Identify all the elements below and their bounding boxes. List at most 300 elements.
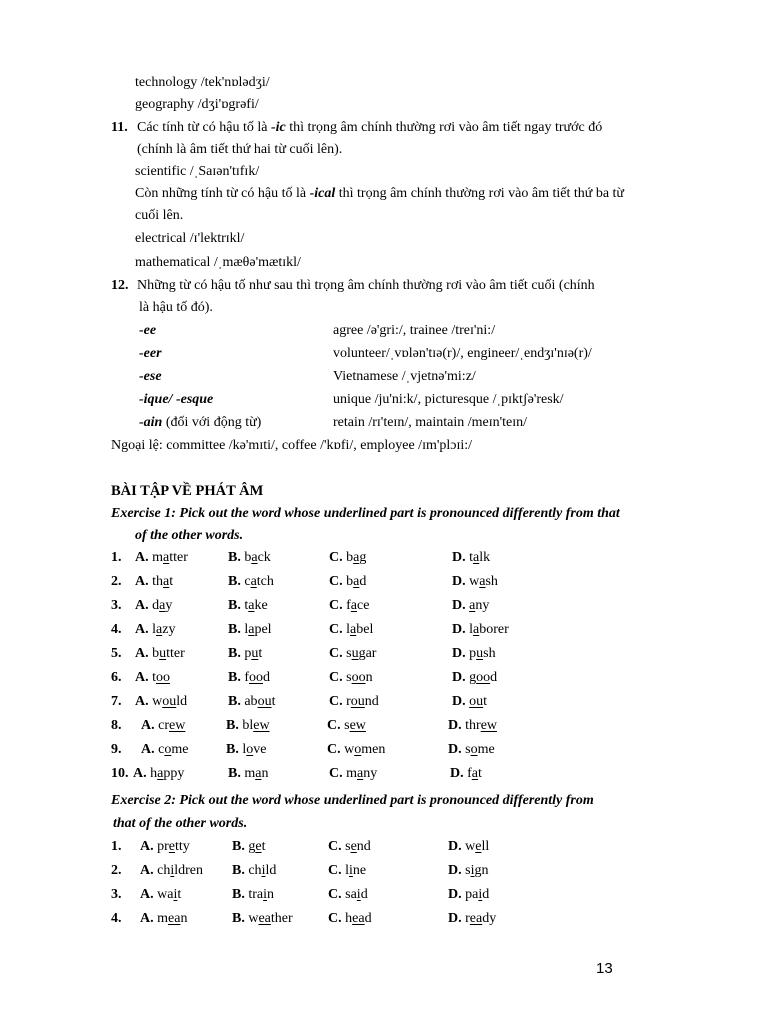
answer-option[interactable]	[232, 911, 293, 928]
rule-11-line-3: Còn những tính từ có hậu tố là -ical thì trọng âm chính thường rơi vào âm tiết thứ ba từ	[135, 186, 625, 201]
option-letter: D.	[452, 670, 466, 685]
option-letter: B.	[232, 911, 245, 926]
answer-option[interactable]	[135, 670, 170, 687]
option-letter: C.	[329, 550, 343, 565]
answer-option[interactable]	[452, 574, 498, 591]
underlined-part: e	[255, 839, 262, 854]
underlined-part: ou	[350, 694, 365, 709]
answer-option[interactable]	[328, 863, 366, 880]
question-number: 3.	[111, 598, 122, 613]
option-word-start: th	[152, 574, 164, 589]
underlined-part: i	[263, 887, 267, 902]
option-letter: A.	[140, 839, 154, 854]
option-word-end: ld	[265, 863, 277, 878]
option-word-start: s	[346, 646, 352, 661]
answer-option[interactable]	[328, 887, 368, 904]
suffix-examples-eer: volunteer/ˌvɒlən'tɪə(r)/, engineer/ˌendʒɪ'nɪə(r)/	[333, 346, 592, 361]
answer-option[interactable]	[448, 863, 488, 880]
option-word-start: l	[242, 742, 247, 757]
option-word-start: cr	[158, 718, 170, 733]
underlined-part: e	[475, 839, 482, 854]
question-number: 4.	[111, 911, 122, 926]
option-word-end: g	[359, 550, 367, 565]
answer-option[interactable]	[135, 622, 175, 639]
option-letter: D.	[452, 646, 466, 661]
answer-option[interactable]	[448, 887, 489, 904]
suffix-row-ese: -ese	[139, 369, 162, 384]
option-word-start: s	[346, 670, 352, 685]
underlined-part: ea	[168, 911, 181, 926]
answer-option[interactable]	[328, 839, 371, 856]
option-word-end: ve	[253, 742, 267, 757]
option-letter: A.	[133, 766, 147, 781]
answer-option[interactable]	[452, 598, 489, 615]
option-letter: B.	[228, 694, 241, 709]
option-word-end: t	[258, 646, 263, 661]
exercise-1-title-line-2: of the other words.	[135, 528, 244, 543]
option-word-start: p	[244, 646, 252, 661]
option-word-end: n	[180, 911, 188, 926]
option-letter: C.	[329, 574, 343, 589]
option-letter: B.	[226, 742, 239, 757]
option-word-start: t	[469, 550, 474, 565]
underlined-part: ea	[469, 911, 483, 926]
rule-12-number: 12.	[111, 278, 129, 293]
option-word-end: me	[477, 742, 495, 757]
answer-option[interactable]	[135, 574, 173, 591]
option-letter: B.	[232, 887, 245, 902]
option-word-start: pa	[465, 887, 479, 902]
option-word-start: w	[152, 694, 163, 709]
option-word-start: thr	[465, 718, 481, 733]
option-letter: B.	[228, 766, 241, 781]
option-letter: A.	[135, 622, 149, 637]
option-letter: C.	[329, 622, 343, 637]
option-word-start: c	[158, 742, 165, 757]
option-letter: C.	[329, 694, 343, 709]
option-word-start: l	[345, 863, 350, 878]
option-letter: A.	[135, 598, 149, 613]
option-word-end: tty	[175, 839, 190, 854]
question-number: 1.	[111, 839, 122, 854]
underlined-part: ea	[258, 911, 271, 926]
option-word-end: ck	[257, 550, 271, 565]
suffix-examples-ese: Vietnamese /ˌvjetnə'mi:z/	[333, 369, 476, 384]
rule-12-line-2: là hậu tố đó).	[139, 300, 213, 315]
question-number: 10.	[111, 766, 129, 781]
example-electrical: electrical /ɪ'lektrɪkl/	[135, 231, 245, 246]
exercise-1-title-line-1: Exercise 1: Pick out the word whose underlined part is pronounced differently from that	[111, 506, 620, 521]
option-word-end: ld	[176, 694, 188, 709]
example-scientific: scientific /ˌSaɪən'tɪfɪk/	[135, 164, 260, 179]
option-word-start: g	[248, 839, 256, 854]
option-word-end: borer	[479, 622, 509, 637]
underlined-part: u	[351, 646, 359, 661]
answer-option[interactable]	[452, 670, 497, 687]
answer-option[interactable]	[226, 718, 270, 735]
option-word-end: d	[263, 670, 271, 685]
answer-option[interactable]	[232, 887, 274, 904]
option-word-end: ppy	[163, 766, 185, 781]
answer-option[interactable]	[452, 694, 487, 711]
option-word-start: sa	[345, 887, 357, 902]
question-number: 1.	[111, 550, 122, 565]
underlined-part: oo	[351, 670, 366, 685]
underlined-part: a	[156, 622, 163, 637]
option-word-start: r	[346, 694, 351, 709]
option-word-end: tter	[169, 550, 188, 565]
option-word-end: sh	[485, 574, 498, 589]
suffix-examples-ique: unique /ju'ni:k/, picturesque /ˌpɪktʃə'resk/	[333, 392, 564, 407]
answer-option[interactable]	[141, 742, 188, 759]
option-letter: C.	[328, 911, 342, 926]
option-letter: C.	[329, 598, 343, 613]
answer-option[interactable]	[329, 574, 366, 591]
option-word-start: l	[469, 622, 474, 637]
underlined-part: a	[353, 574, 360, 589]
option-letter: D.	[452, 574, 466, 589]
exceptions-line: Ngoại lệ: committee /kə'mɪti/, coffee /'kɒfi/, employee /ɪm'plɔɪi:/	[111, 438, 473, 453]
underlined-part: a	[251, 550, 258, 565]
option-word-end: gar	[358, 646, 377, 661]
option-letter: A.	[135, 550, 149, 565]
option-word-end: bel	[356, 622, 374, 637]
answer-option[interactable]	[140, 863, 203, 880]
answer-option[interactable]	[135, 550, 188, 567]
option-word-start: l	[152, 622, 157, 637]
answer-option[interactable]	[329, 694, 379, 711]
option-letter: C.	[329, 766, 343, 781]
answer-option[interactable]	[140, 839, 190, 856]
answer-option[interactable]	[141, 718, 185, 735]
option-word-start: b	[244, 550, 252, 565]
option-word-start: s	[465, 863, 471, 878]
option-letter: A.	[141, 718, 155, 733]
option-letter: A.	[140, 863, 154, 878]
answer-option[interactable]	[329, 622, 373, 639]
answer-option[interactable]	[133, 766, 184, 783]
underlined-part: o	[354, 742, 362, 757]
option-letter: D.	[448, 863, 462, 878]
answer-option[interactable]	[228, 598, 268, 615]
answer-option[interactable]	[448, 839, 489, 856]
option-word-end: n	[261, 766, 269, 781]
underlined-part: i	[173, 887, 178, 902]
option-word-end: gn	[474, 863, 489, 878]
underlined-part: a	[357, 766, 364, 781]
underlined-part: a	[163, 574, 170, 589]
answer-option[interactable]	[329, 550, 366, 567]
option-letter: D.	[448, 839, 462, 854]
option-word-end: dy	[482, 911, 497, 926]
answer-option[interactable]	[228, 550, 271, 567]
option-word-start: c	[244, 574, 251, 589]
page-number: 13	[596, 960, 613, 977]
suffix-row-ain: -ain (đối với động từ)	[139, 415, 262, 430]
option-word-end: me	[171, 742, 189, 757]
answer-option[interactable]	[328, 911, 372, 928]
option-letter: D.	[452, 598, 466, 613]
option-letter: C.	[329, 670, 343, 685]
option-letter: B.	[228, 598, 241, 613]
suffix-row-ique: -ique/ -esque	[139, 392, 214, 407]
underlined-part: o	[164, 742, 172, 757]
option-letter: D.	[448, 887, 462, 902]
suffix-ical: -ical	[309, 186, 336, 201]
option-word-end: ny	[363, 766, 378, 781]
option-word-end: d	[482, 887, 490, 902]
option-word-end: t	[271, 694, 276, 709]
underlined-part: a	[353, 550, 360, 565]
option-word-end: n	[365, 670, 373, 685]
underlined-part: a	[255, 766, 262, 781]
answer-option[interactable]	[452, 646, 496, 663]
intro-word-technology: technology /tek'nɒlədʒi/	[135, 75, 270, 90]
underlined-part: oo	[156, 670, 171, 685]
option-word-start: r	[465, 911, 470, 926]
underlined-part: ea	[352, 911, 365, 926]
option-letter: B.	[228, 550, 241, 565]
option-word-start: pr	[157, 839, 169, 854]
underlined-part: a	[350, 598, 358, 613]
option-word-end: tch	[256, 574, 274, 589]
underlined-part: u	[476, 646, 484, 661]
option-word-end: d	[490, 670, 498, 685]
option-letter: B.	[226, 718, 239, 733]
option-word-end: d	[359, 574, 367, 589]
option-word-end: t	[478, 766, 482, 781]
underlined-part: oo	[476, 670, 491, 685]
answer-option[interactable]	[448, 718, 497, 735]
option-letter: D.	[448, 742, 462, 757]
underlined-part: a	[157, 766, 164, 781]
answer-option[interactable]	[228, 766, 268, 783]
question-number: 7.	[111, 694, 122, 709]
option-word-end: d	[360, 887, 368, 902]
answer-option[interactable]	[135, 694, 187, 711]
option-letter: A.	[135, 694, 149, 709]
option-word-end: ke	[254, 598, 268, 613]
option-word-start: bl	[242, 718, 254, 733]
answer-option[interactable]	[329, 670, 373, 687]
rule-11-number: 11.	[111, 120, 128, 135]
answer-option[interactable]	[448, 742, 495, 759]
underlined-part: i	[170, 863, 175, 878]
option-letter: B.	[228, 574, 241, 589]
answer-option[interactable]	[452, 550, 490, 567]
option-letter: D.	[450, 766, 464, 781]
option-word-end: nd	[364, 694, 379, 709]
option-word-start: tra	[248, 887, 264, 902]
underlined-part: e	[168, 839, 176, 854]
answer-option[interactable]	[135, 646, 185, 663]
question-number: 3.	[111, 887, 122, 902]
underlined-part: a	[469, 598, 476, 613]
underlined-part: i	[261, 863, 266, 878]
underlined-part: i	[349, 863, 353, 878]
underlined-part: ew	[169, 718, 186, 733]
answer-option[interactable]	[228, 574, 274, 591]
answer-option[interactable]	[329, 766, 377, 783]
rule-12-line-1: Những từ có hậu tố như sau thì trọng âm chính thường rơi vào âm tiết cuối (chính	[137, 278, 595, 293]
option-word-end: zy	[162, 622, 176, 637]
option-word-start: w	[469, 574, 480, 589]
option-word-end: men	[361, 742, 386, 757]
option-word-end: sh	[483, 646, 496, 661]
option-word-start: s	[465, 742, 471, 757]
option-letter: A.	[140, 911, 154, 926]
suffix-examples-ee: agree /ə'gri:/, trainee /treɪ'ni:/	[333, 323, 496, 338]
option-letter: A.	[135, 646, 149, 661]
option-word-end: tter	[166, 646, 185, 661]
suffix-row-eer: -eer	[139, 346, 162, 361]
option-word-start: l	[346, 622, 351, 637]
option-word-end: ll	[481, 839, 490, 854]
option-letter: C.	[327, 742, 341, 757]
option-word-start: t	[244, 598, 249, 613]
question-number: 6.	[111, 670, 122, 685]
example-mathematical: mathematical /ˌmæθə'mætɪkl/	[135, 255, 301, 270]
underlined-part: u	[251, 646, 259, 661]
option-letter: B.	[228, 646, 241, 661]
underlined-part: a	[479, 574, 486, 589]
option-word-end: ldren	[174, 863, 203, 878]
answer-option[interactable]	[228, 646, 262, 663]
underlined-part: a	[163, 550, 170, 565]
underlined-part: ou	[257, 694, 272, 709]
question-number: 4.	[111, 622, 122, 637]
option-word-start: w	[465, 839, 476, 854]
answer-option[interactable]	[232, 839, 265, 856]
underlined-part: e	[350, 839, 357, 854]
answer-option[interactable]	[327, 718, 366, 735]
option-letter: D.	[452, 694, 466, 709]
option-word-end: t	[177, 887, 182, 902]
option-word-start: p	[469, 646, 477, 661]
option-word-end: t	[261, 839, 266, 854]
option-word-start: s	[344, 718, 350, 733]
answer-option[interactable]	[228, 694, 275, 711]
option-word-start: ch	[157, 863, 171, 878]
option-letter: A.	[135, 670, 149, 685]
question-number: 2.	[111, 574, 122, 589]
option-letter: A.	[135, 574, 149, 589]
option-letter: B.	[232, 839, 245, 854]
answer-option[interactable]	[232, 863, 276, 880]
option-letter: D.	[448, 718, 462, 733]
underlined-part: oo	[249, 670, 264, 685]
option-word-end: y	[165, 598, 173, 613]
underlined-part: a	[350, 622, 357, 637]
underlined-part: i	[356, 887, 361, 902]
option-letter: C.	[328, 887, 342, 902]
option-word-end: d	[364, 911, 372, 926]
underlined-part: a	[250, 574, 257, 589]
option-word-start: wa	[157, 887, 174, 902]
underlined-part: ew	[253, 718, 270, 733]
option-word-start: ch	[248, 863, 262, 878]
option-word-start: m	[244, 766, 256, 781]
option-word-start: s	[345, 839, 351, 854]
option-word-start: h	[345, 911, 353, 926]
underlined-part: a	[473, 622, 480, 637]
option-letter: B.	[228, 622, 241, 637]
rule-11-line-4: cuối lên.	[135, 208, 184, 223]
answer-option[interactable]	[140, 887, 181, 904]
answer-option[interactable]	[452, 622, 509, 639]
option-word-start: g	[469, 670, 477, 685]
answer-option[interactable]	[135, 598, 172, 615]
question-number: 2.	[111, 863, 122, 878]
option-word-start: t	[152, 670, 157, 685]
option-letter: D.	[448, 911, 462, 926]
underlined-part: ew	[480, 718, 498, 733]
option-word-start: b	[346, 550, 354, 565]
answer-option[interactable]	[448, 911, 496, 928]
option-letter: D.	[452, 550, 466, 565]
option-word-start: b	[346, 574, 354, 589]
option-word-end: lk	[479, 550, 491, 565]
answer-option[interactable]	[226, 742, 266, 759]
option-word-end: ce	[357, 598, 370, 613]
option-word-end: t	[483, 694, 488, 709]
answer-option[interactable]	[140, 911, 187, 928]
question-number: 5.	[111, 646, 122, 661]
section-title: BÀI TẬP VỀ PHÁT ÂM	[111, 483, 264, 499]
underlined-part: ou	[469, 694, 484, 709]
option-word-start: f	[467, 766, 472, 781]
underlined-part: a	[248, 598, 255, 613]
answer-option[interactable]	[327, 742, 385, 759]
answer-option[interactable]	[450, 766, 482, 783]
option-letter: A.	[141, 742, 155, 757]
underlined-part: o	[470, 742, 478, 757]
rule-11-line-2: (chính là âm tiết thứ hai từ cuối lên).	[137, 142, 343, 157]
option-letter: C.	[329, 646, 343, 661]
option-letter: B.	[232, 863, 245, 878]
exercise-2-title-line-1: Exercise 2: Pick out the word whose underlined part is pronounced differently from	[111, 793, 594, 808]
answer-option[interactable]	[228, 622, 272, 639]
exercise-2-title-line-2: that of the other words.	[113, 816, 248, 831]
option-word-end: ther	[270, 911, 293, 926]
option-word-start: w	[248, 911, 259, 926]
option-word-start: ab	[244, 694, 258, 709]
answer-option[interactable]	[329, 598, 369, 615]
option-word-start: l	[244, 622, 249, 637]
answer-option[interactable]	[228, 670, 270, 687]
question-number: 9.	[111, 742, 122, 757]
option-word-end: nd	[356, 839, 371, 854]
option-word-start: m	[346, 766, 358, 781]
underlined-part: a	[159, 598, 166, 613]
option-word-start: w	[344, 742, 355, 757]
underlined-part: o	[246, 742, 254, 757]
option-word-start: f	[346, 598, 351, 613]
question-number: 8.	[111, 718, 122, 733]
option-word-start: b	[152, 646, 160, 661]
suffix-row-ee: -ee	[139, 323, 157, 338]
option-word-start: m	[152, 550, 164, 565]
underlined-part: a	[471, 766, 479, 781]
option-word-start: d	[152, 598, 160, 613]
rule-11-line-1: Các tính từ có hậu tố là -ic thì trọng âm chính thường rơi vào âm tiết ngay trước đó	[137, 120, 603, 135]
option-letter: D.	[452, 622, 466, 637]
answer-option[interactable]	[329, 646, 376, 663]
option-letter: C.	[327, 718, 341, 733]
option-letter: C.	[328, 839, 342, 854]
option-letter: B.	[228, 670, 241, 685]
option-word-end: pel	[254, 622, 272, 637]
